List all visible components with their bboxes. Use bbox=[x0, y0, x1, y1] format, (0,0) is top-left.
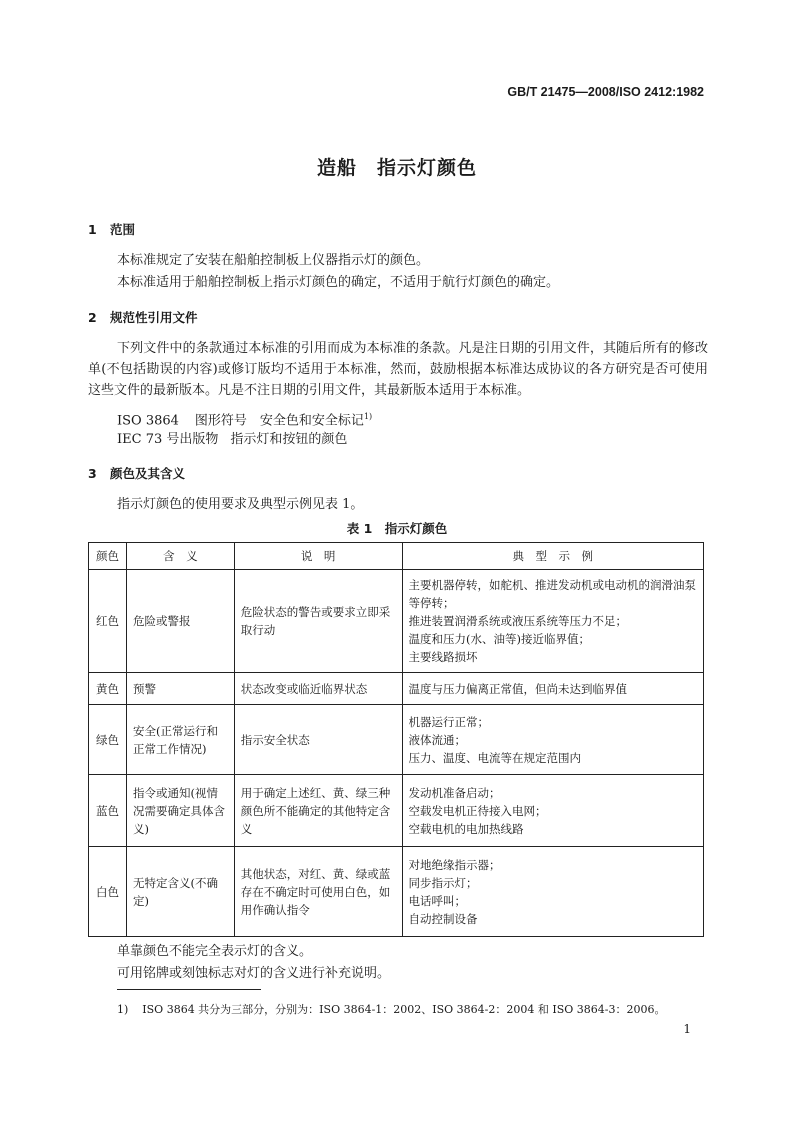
cell-meaning: 预警 bbox=[126, 673, 234, 705]
cell-meaning: 危险或警报 bbox=[126, 570, 234, 673]
section-number: 2 bbox=[88, 310, 97, 325]
cell-meaning: 安全(正常运行和正常工作情况) bbox=[126, 705, 234, 775]
footnote-mark: 1) bbox=[363, 412, 373, 421]
table-header-row bbox=[89, 543, 704, 570]
table-row-blue bbox=[89, 775, 704, 847]
header-color: 颜色 bbox=[89, 543, 127, 570]
header-description: 说 明 bbox=[234, 543, 402, 570]
scope-paragraph-1: 本标准规定了安装在船舶控制板上仪器指示灯的颜色。 bbox=[117, 253, 430, 268]
cell-examples: 机器运行正常； 液体流通； 压力、温度、电流等在规定范围内 bbox=[402, 705, 703, 775]
note-1: 单靠颜色不能完全表示灯的含义。 bbox=[117, 944, 313, 959]
cell-description: 其他状态，对红、黄、绿或蓝存在不确定时可使用白色，如用作确认指令 bbox=[234, 847, 402, 937]
section-2-heading bbox=[88, 308, 198, 326]
cell-examples: 温度与压力偏离正常值，但尚未达到临界值 bbox=[402, 673, 703, 705]
section-title: 规范性引用文件 bbox=[110, 310, 198, 325]
header-meaning: 含 义 bbox=[126, 543, 234, 570]
section-3-heading bbox=[88, 464, 185, 482]
cell-color: 蓝色 bbox=[89, 775, 127, 847]
header-examples: 典 型 示 例 bbox=[402, 543, 703, 570]
section-title: 颜色及其含义 bbox=[110, 466, 186, 481]
cell-color: 绿色 bbox=[89, 705, 127, 775]
cell-description: 用于确定上述红、黄、绿三种颜色所不能确定的其他特定含义 bbox=[234, 775, 402, 847]
normative-references-paragraph: 下列文件中的条款通过本标准的引用而成为本标准的条款。凡是注日期的引用文件，其随后所有的修改单(不包括勘误的内容)或修订版均不适用于本标准，然而，鼓励根据本标准达成协议的各方研究是否可使用这些文件的最新版本。凡是不注日期的引用文件，其最新版本适用于本标准。 bbox=[88, 341, 708, 398]
reference-code: IEC 73 号出版物 bbox=[117, 432, 219, 447]
table-row-green bbox=[89, 705, 704, 775]
section-title: 范围 bbox=[110, 222, 136, 237]
section-1-heading bbox=[88, 220, 135, 238]
reference-item-iec73 bbox=[117, 429, 347, 450]
footnote bbox=[117, 1001, 665, 1017]
footnote-divider bbox=[117, 989, 261, 990]
cell-examples: 发动机准备启动； 空载发电机正待接入电网； 空载电机的电加热线路 bbox=[402, 775, 703, 847]
reference-title: 指示灯和按钮的颜色 bbox=[230, 432, 348, 447]
table-row-yellow bbox=[89, 673, 704, 705]
cell-meaning: 无特定含义(不确定) bbox=[126, 847, 234, 937]
indicator-colors-table bbox=[88, 542, 704, 937]
table-row-white bbox=[89, 847, 704, 937]
standard-code: GB/T 21475—2008/ISO 2412:1982 bbox=[507, 85, 704, 99]
cell-color: 红色 bbox=[89, 570, 127, 673]
cell-color: 黄色 bbox=[89, 673, 127, 705]
section-number: 1 bbox=[88, 222, 97, 237]
document-title: 造船 指示灯颜色 bbox=[316, 157, 477, 179]
cell-color: 白色 bbox=[89, 847, 127, 937]
cell-description: 危险状态的警告或要求立即采取行动 bbox=[234, 570, 402, 673]
footnote-text: ISO 3864 共分为三部分，分别为：ISO 3864-1：2002、ISO 3864-2：2004 和 ISO 3864-3：2006。 bbox=[142, 1003, 666, 1016]
footnote-mark: 1) bbox=[117, 1003, 129, 1016]
cell-description: 状态改变或临近临界状态 bbox=[234, 673, 402, 705]
page-number: 1 bbox=[683, 1022, 691, 1036]
cell-examples: 对地绝缘指示器； 同步指示灯； 电话呼叫； 自动控制设备 bbox=[402, 847, 703, 937]
section-number: 3 bbox=[88, 466, 97, 481]
note-2: 可用铭牌或刻蚀标志对灯的含义进行补充说明。 bbox=[117, 966, 391, 981]
reference-item-iso3864 bbox=[117, 406, 372, 431]
cell-description: 指示安全状态 bbox=[234, 705, 402, 775]
cell-examples: 主要机器停转，如舵机、推进发动机或电动机的润滑油泵等停转； 推进装置润滑系统或液压系统等压力不足； 温度和压力(水、油等)接近临界值； 主要线路损坏 bbox=[402, 570, 703, 673]
table-row-red bbox=[89, 570, 704, 673]
cell-meaning: 指令或通知(视情况需要确定具体含义) bbox=[126, 775, 234, 847]
scope-paragraph-2: 本标准适用于船舶控制板上指示灯颜色的确定，不适用于航行灯颜色的确定。 bbox=[117, 275, 560, 290]
table-title: 表 1 指示灯颜色 bbox=[346, 521, 448, 536]
reference-title: 图形符号 安全色和安全标记 bbox=[194, 413, 364, 429]
colors-intro-paragraph: 指示灯颜色的使用要求及典型示例见表 1。 bbox=[117, 497, 364, 512]
reference-code: ISO 3864 bbox=[117, 413, 179, 429]
